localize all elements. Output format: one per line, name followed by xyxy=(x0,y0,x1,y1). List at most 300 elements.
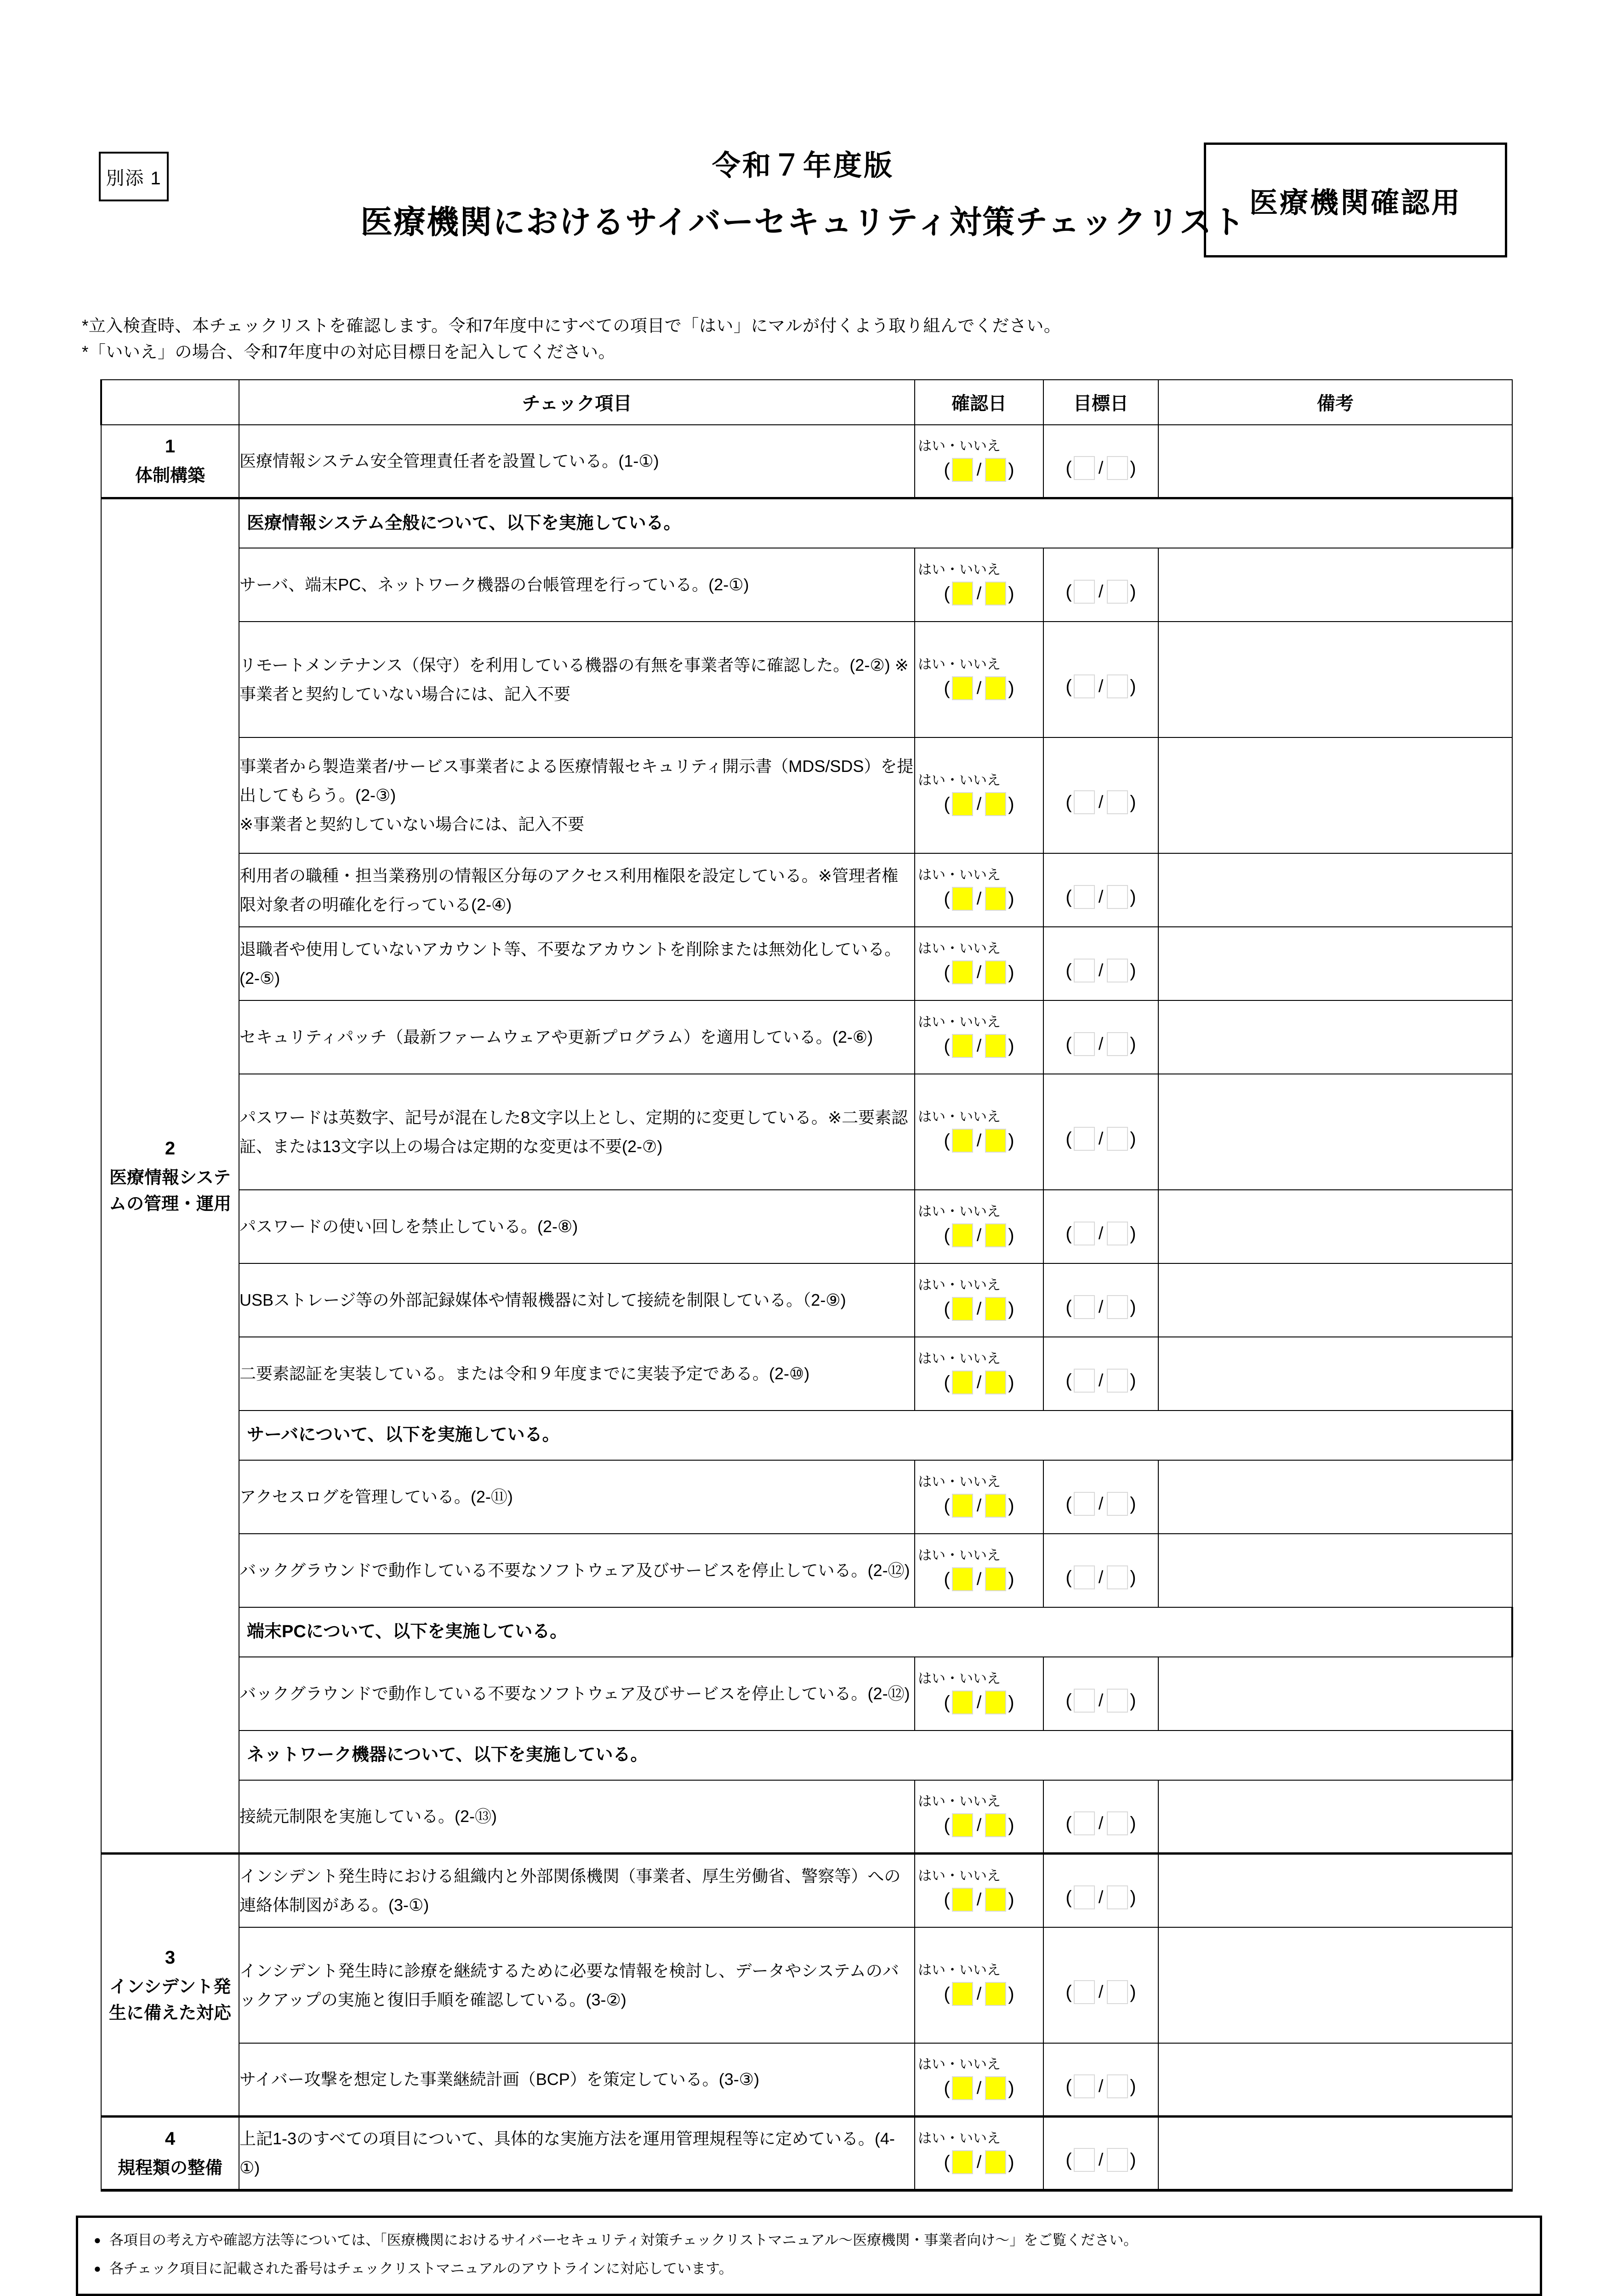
month-input-box[interactable] xyxy=(1074,1032,1095,1056)
month-input-box[interactable] xyxy=(952,2150,973,2174)
remarks-cell[interactable] xyxy=(1158,853,1512,927)
usage-stamp-box xyxy=(1204,143,1507,257)
month-input-box[interactable] xyxy=(952,1371,973,1394)
remarks-cell[interactable] xyxy=(1158,622,1512,737)
open-paren: ( xyxy=(1065,960,1072,981)
confirm-date-cell[interactable] xyxy=(915,622,1043,737)
month-input-box[interactable] xyxy=(952,458,973,482)
date-entry[interactable] xyxy=(915,675,1043,702)
close-paren: ) xyxy=(1008,1036,1014,1057)
day-input-box[interactable] xyxy=(1107,580,1128,604)
month-input-box[interactable] xyxy=(952,1129,973,1153)
target-date-cell[interactable] xyxy=(1043,1190,1158,1263)
check-item-text: 二要素認証を実装している。または令和９年度までに実装予定である。(2-⑩) xyxy=(239,1337,915,1411)
open-paren: ( xyxy=(944,1889,950,1910)
remarks-cell[interactable] xyxy=(1158,1534,1512,1607)
date-entry[interactable] xyxy=(915,2075,1043,2102)
month-input-box[interactable] xyxy=(952,1034,973,1058)
open-paren: ( xyxy=(1065,1887,1072,1908)
date-separator: / xyxy=(976,794,982,814)
usage-stamp-label: 医療機関確認用 xyxy=(1249,187,1462,219)
section-subheading: ネットワーク機器について、以下を実施している。 xyxy=(239,1731,1512,1780)
table-row xyxy=(101,1190,1512,1263)
date-entry[interactable] xyxy=(915,580,1043,607)
remarks-cell[interactable] xyxy=(1158,1460,1512,1534)
checklist-table-wrap xyxy=(100,379,1511,2192)
month-input-box[interactable] xyxy=(952,582,973,605)
close-paren: ) xyxy=(1130,960,1136,981)
day-input-box[interactable] xyxy=(1107,1565,1128,1589)
check-item-text: 接続元制限を実施している。(2-⑬) xyxy=(239,1780,915,1854)
day-input-box[interactable] xyxy=(1107,1222,1128,1245)
date-entry[interactable] xyxy=(915,791,1043,817)
remarks-cell[interactable] xyxy=(1158,425,1512,498)
yes-no-label[interactable]: はい・いいえ xyxy=(918,1351,1001,1367)
check-item-text: パスワードの使い回しを禁止している。(2-⑧) xyxy=(239,1190,915,1263)
yes-no-label[interactable]: はい・いいえ xyxy=(918,773,1001,788)
category-cell xyxy=(101,425,239,498)
day-input-box[interactable] xyxy=(985,676,1006,700)
day-input-box[interactable] xyxy=(985,1691,1006,1714)
date-entry[interactable] xyxy=(915,457,1043,483)
remarks-cell[interactable] xyxy=(1158,2043,1512,2117)
day-input-box[interactable] xyxy=(985,1034,1006,1058)
category-name: 体制構築 xyxy=(135,466,205,486)
date-entry[interactable] xyxy=(1044,455,1158,481)
date-separator: / xyxy=(1098,1813,1104,1833)
open-paren: ( xyxy=(1065,1223,1072,1244)
category-number: 3 xyxy=(165,1947,176,1968)
month-input-box[interactable] xyxy=(952,1888,973,1912)
close-paren: ) xyxy=(1008,889,1014,909)
table-row xyxy=(101,1074,1512,1190)
target-date-cell[interactable] xyxy=(1043,1534,1158,1607)
month-input-box[interactable] xyxy=(1074,790,1095,814)
month-input-box[interactable] xyxy=(952,1297,973,1321)
target-date-cell[interactable] xyxy=(1043,737,1158,853)
close-paren: ) xyxy=(1008,678,1014,699)
date-entry[interactable] xyxy=(1044,1367,1158,1394)
open-paren: ( xyxy=(1065,1813,1072,1833)
day-input-box[interactable] xyxy=(985,1888,1006,1912)
date-separator: / xyxy=(976,584,982,604)
month-input-box[interactable] xyxy=(1074,580,1095,604)
date-entry[interactable] xyxy=(915,1566,1043,1593)
date-separator: / xyxy=(1098,1034,1104,1054)
month-input-box[interactable] xyxy=(952,1494,973,1518)
table-row xyxy=(101,425,1512,498)
date-entry[interactable] xyxy=(915,1886,1043,1913)
open-paren: ( xyxy=(944,1036,950,1057)
target-date-cell[interactable] xyxy=(1043,853,1158,927)
target-date-cell[interactable] xyxy=(1043,1460,1158,1534)
confirm-date-cell[interactable] xyxy=(915,1854,1043,1927)
day-input-box[interactable] xyxy=(985,1297,1006,1321)
date-entry[interactable] xyxy=(1044,1564,1158,1591)
yes-no-label[interactable]: はい・いいえ xyxy=(918,439,1001,454)
month-input-box[interactable] xyxy=(1074,959,1095,982)
section-subheading: 端末PCについて、以下を実施している。 xyxy=(239,1607,1512,1657)
yes-no-label[interactable]: はい・いいえ xyxy=(918,2057,1001,2073)
day-input-box[interactable] xyxy=(985,792,1006,816)
yes-no-label[interactable]: はい・いいえ xyxy=(918,657,1001,673)
open-paren: ( xyxy=(944,678,950,699)
close-paren: ) xyxy=(1130,1493,1136,1514)
table-row xyxy=(101,548,1512,622)
target-date-cell[interactable] xyxy=(1043,2043,1158,2117)
day-input-box[interactable] xyxy=(1107,2148,1128,2172)
date-entry[interactable] xyxy=(915,1981,1043,2007)
open-paren: ( xyxy=(1065,1690,1072,1711)
day-input-box[interactable] xyxy=(985,2076,1006,2100)
day-input-box[interactable] xyxy=(985,2150,1006,2174)
date-entry[interactable] xyxy=(1044,2073,1158,2100)
close-paren: ) xyxy=(1130,886,1136,907)
date-entry[interactable] xyxy=(1044,2147,1158,2173)
table-row xyxy=(101,1263,1512,1337)
checklist-table-body xyxy=(101,425,1512,2190)
day-input-box[interactable] xyxy=(1107,674,1128,698)
yes-no-label[interactable]: はい・いいえ xyxy=(918,1474,1001,1490)
checklist-table xyxy=(100,379,1513,2192)
footer-note-1 xyxy=(94,2230,1524,2251)
confirm-date-cell[interactable] xyxy=(915,1460,1043,1534)
day-input-box[interactable] xyxy=(985,582,1006,605)
open-paren: ( xyxy=(1065,1034,1072,1054)
open-paren: ( xyxy=(944,460,950,480)
instruction-note-2: *「いいえ」の場合、令和7年度中の対応目標日を記入してください。 xyxy=(82,343,615,362)
date-separator: / xyxy=(976,889,982,909)
day-input-box[interactable] xyxy=(1107,959,1128,982)
remarks-cell[interactable] xyxy=(1158,1780,1512,1854)
date-entry[interactable] xyxy=(915,1127,1043,1154)
yes-no-label[interactable]: はい・いいえ xyxy=(918,941,1001,957)
confirm-date-cell[interactable] xyxy=(915,1780,1043,1854)
month-input-box[interactable] xyxy=(952,1567,973,1591)
open-paren: ( xyxy=(944,1984,950,2005)
open-paren: ( xyxy=(1065,1982,1072,2002)
yes-no-label[interactable]: はい・いいえ xyxy=(918,1015,1001,1030)
open-paren: ( xyxy=(944,962,950,983)
yes-no-label[interactable]: はい・いいえ xyxy=(918,1868,1001,1884)
close-paren: ) xyxy=(1130,1982,1136,2002)
check-item-text: バックグラウンドで動作している不要なソフトウェア及びサービスを停止している。(2-⑫) xyxy=(239,1657,915,1731)
confirm-date-cell[interactable] xyxy=(915,1657,1043,1731)
date-separator: / xyxy=(976,1373,982,1393)
day-input-box[interactable] xyxy=(985,887,1006,911)
yes-no-label[interactable]: はい・いいえ xyxy=(918,2130,1001,2146)
table-row xyxy=(101,1927,1512,2043)
table-row xyxy=(101,1000,1512,1074)
remarks-cell[interactable] xyxy=(1158,1337,1512,1411)
date-entry[interactable] xyxy=(1044,1294,1158,1320)
date-entry[interactable] xyxy=(1044,1125,1158,1152)
table-row xyxy=(101,498,1512,548)
confirm-date-cell[interactable] xyxy=(915,1263,1043,1337)
date-separator: / xyxy=(1098,960,1104,980)
open-paren: ( xyxy=(1065,581,1072,602)
day-input-box[interactable] xyxy=(985,1223,1006,1247)
target-date-cell[interactable] xyxy=(1043,1263,1158,1337)
close-paren: ) xyxy=(1008,583,1014,604)
day-input-box[interactable] xyxy=(1107,1295,1128,1319)
date-entry[interactable] xyxy=(915,1812,1043,1839)
month-input-box[interactable] xyxy=(1074,1689,1095,1713)
open-paren: ( xyxy=(1065,2150,1072,2170)
day-input-box[interactable] xyxy=(1107,1369,1128,1393)
confirm-date-cell[interactable] xyxy=(915,927,1043,1000)
check-item-text: USBストレージ等の外部記録媒体や情報機器に対して接続を制限している。（2-⑨) xyxy=(239,1263,915,1337)
date-separator: / xyxy=(976,679,982,698)
date-entry[interactable] xyxy=(1044,673,1158,700)
date-entry[interactable] xyxy=(915,2149,1043,2176)
day-input-box[interactable] xyxy=(985,960,1006,984)
date-separator: / xyxy=(1098,1494,1104,1514)
remarks-cell[interactable] xyxy=(1158,2117,1512,2190)
month-input-box[interactable] xyxy=(1074,456,1095,480)
yes-no-label[interactable]: はい・いいえ xyxy=(918,1109,1001,1125)
open-paren: ( xyxy=(1065,886,1072,907)
day-input-box[interactable] xyxy=(1107,1492,1128,1516)
month-input-box[interactable] xyxy=(1074,2148,1095,2172)
remarks-cell[interactable] xyxy=(1158,1854,1512,1927)
date-separator: / xyxy=(1098,1567,1104,1587)
month-input-box[interactable] xyxy=(952,960,973,984)
date-entry[interactable] xyxy=(1044,1031,1158,1057)
date-entry[interactable] xyxy=(915,1492,1043,1519)
date-separator: / xyxy=(1098,1297,1104,1317)
confirm-date-cell[interactable] xyxy=(915,1534,1043,1607)
day-input-box[interactable] xyxy=(1107,1127,1128,1151)
month-input-box[interactable] xyxy=(952,2076,973,2100)
close-paren: ) xyxy=(1130,792,1136,812)
date-separator: / xyxy=(1098,1223,1104,1243)
day-input-box[interactable] xyxy=(1107,2074,1128,2098)
month-input-box[interactable] xyxy=(1074,1811,1095,1835)
day-input-box[interactable] xyxy=(1107,1885,1128,1909)
target-date-cell[interactable] xyxy=(1043,1927,1158,2043)
remarks-cell[interactable] xyxy=(1158,737,1512,853)
date-entry[interactable] xyxy=(915,1369,1043,1396)
close-paren: ) xyxy=(1008,1372,1014,1393)
target-date-cell[interactable] xyxy=(1043,1337,1158,1411)
date-entry[interactable] xyxy=(915,959,1043,986)
target-date-cell[interactable] xyxy=(1043,2117,1158,2190)
day-input-box[interactable] xyxy=(985,1982,1006,2006)
target-date-cell[interactable] xyxy=(1043,548,1158,622)
close-paren: ) xyxy=(1008,1225,1014,1246)
check-item-text: 上記1-3のすべての項目について、具体的な実施方法を運用管理規程等に定めている。(4-①) xyxy=(239,2117,915,2190)
table-row xyxy=(101,2117,1512,2190)
remarks-cell[interactable] xyxy=(1158,1190,1512,1263)
yes-no-label[interactable]: はい・いいえ xyxy=(918,1278,1001,1293)
table-row xyxy=(101,1534,1512,1607)
page-title-year: 令和７年度版 xyxy=(712,150,894,182)
date-entry[interactable] xyxy=(1044,578,1158,605)
category-number: 2 xyxy=(165,1138,176,1159)
month-input-box[interactable] xyxy=(952,1982,973,2006)
yes-no-label[interactable]: はい・いいえ xyxy=(918,1794,1001,1810)
close-paren: ) xyxy=(1130,1296,1136,1317)
date-entry[interactable] xyxy=(1044,1220,1158,1247)
day-input-box[interactable] xyxy=(1107,456,1128,480)
target-date-cell[interactable] xyxy=(1043,1657,1158,1731)
remarks-cell[interactable] xyxy=(1158,1263,1512,1337)
date-entry[interactable] xyxy=(915,1222,1043,1249)
open-paren: ( xyxy=(1065,792,1072,812)
date-entry[interactable] xyxy=(1044,1491,1158,1517)
yes-no-label[interactable]: はい・いいえ xyxy=(918,1548,1001,1564)
date-entry[interactable] xyxy=(1044,957,1158,984)
date-entry[interactable] xyxy=(1044,1810,1158,1837)
col-header-target-date: 目標日 xyxy=(1043,380,1158,425)
day-input-box[interactable] xyxy=(985,1813,1006,1837)
month-input-box[interactable] xyxy=(952,1813,973,1837)
month-input-box[interactable] xyxy=(1074,1980,1095,2004)
yes-no-label[interactable]: はい・いいえ xyxy=(918,1204,1001,1220)
day-input-box[interactable] xyxy=(985,1567,1006,1591)
confirm-date-cell[interactable] xyxy=(915,548,1043,622)
target-date-cell[interactable] xyxy=(1043,1780,1158,1854)
month-input-box[interactable] xyxy=(1074,1369,1095,1393)
open-paren: ( xyxy=(944,1299,950,1319)
date-entry[interactable] xyxy=(1044,1884,1158,1911)
date-separator: / xyxy=(1098,676,1104,696)
table-row xyxy=(101,2043,1512,2117)
day-input-box[interactable] xyxy=(1107,885,1128,909)
confirm-date-cell[interactable] xyxy=(915,1337,1043,1411)
open-paren: ( xyxy=(1065,1493,1072,1514)
open-paren: ( xyxy=(1065,457,1072,478)
target-date-cell[interactable] xyxy=(1043,1000,1158,1074)
open-paren: ( xyxy=(944,583,950,604)
date-separator: / xyxy=(976,2079,982,2098)
confirm-date-cell[interactable] xyxy=(915,2043,1043,2117)
month-input-box[interactable] xyxy=(1074,1127,1095,1151)
remarks-cell[interactable] xyxy=(1158,1927,1512,2043)
target-date-cell[interactable] xyxy=(1043,927,1158,1000)
month-input-box[interactable] xyxy=(1074,1885,1095,1909)
check-item-text: パスワードは英数字、記号が混在した8文字以上とし、定期的に変更している。※二要素認証、または13文字以上の場合は定期的な変更は不要(2-⑦) xyxy=(239,1074,915,1190)
day-input-box[interactable] xyxy=(1107,1032,1128,1056)
target-date-cell[interactable] xyxy=(1043,1854,1158,1927)
open-paren: ( xyxy=(944,1569,950,1590)
close-paren: ) xyxy=(1008,794,1014,815)
day-input-box[interactable] xyxy=(1107,1980,1128,2004)
remarks-cell[interactable] xyxy=(1158,548,1512,622)
date-entry[interactable] xyxy=(915,1033,1043,1059)
date-separator: / xyxy=(1098,1888,1104,1908)
yes-no-label[interactable]: はい・いいえ xyxy=(918,1671,1001,1687)
close-paren: ) xyxy=(1130,1813,1136,1833)
close-paren: ) xyxy=(1130,1034,1136,1054)
month-input-box[interactable] xyxy=(1074,674,1095,698)
day-input-box[interactable] xyxy=(1107,790,1128,814)
category-cell xyxy=(101,498,239,1854)
yes-no-label[interactable]: はい・いいえ xyxy=(918,562,1001,578)
open-paren: ( xyxy=(944,1692,950,1713)
remarks-cell[interactable] xyxy=(1158,1657,1512,1731)
remarks-cell[interactable] xyxy=(1158,927,1512,1000)
table-row xyxy=(101,622,1512,737)
date-entry[interactable] xyxy=(1044,1979,1158,2005)
check-item-text: 利用者の職種・担当業務別の情報区分毎のアクセス利用権限を設定している。※管理者権限対象者の明確化を行っている(2-④) xyxy=(239,853,915,927)
remarks-cell[interactable] xyxy=(1158,1000,1512,1074)
category-name: インシデント発生に備えた対応 xyxy=(108,1977,231,2023)
date-entry[interactable] xyxy=(1044,884,1158,910)
month-input-box[interactable] xyxy=(1074,1222,1095,1245)
day-input-box[interactable] xyxy=(1107,1689,1128,1713)
day-input-box[interactable] xyxy=(1107,1811,1128,1835)
target-date-cell[interactable] xyxy=(1043,425,1158,498)
open-paren: ( xyxy=(1065,1567,1072,1588)
confirm-date-cell[interactable] xyxy=(915,2117,1043,2190)
footer-note-2 xyxy=(94,2258,1524,2280)
close-paren: ) xyxy=(1008,2078,1014,2099)
category-name: 規程類の整備 xyxy=(117,2158,222,2178)
table-row xyxy=(101,1337,1512,1411)
month-input-box[interactable] xyxy=(952,1223,973,1247)
confirm-date-cell[interactable] xyxy=(915,737,1043,853)
table-header-row xyxy=(101,380,1512,425)
check-item-text: 医療情報システム安全管理責任者を設置している。(1-①) xyxy=(239,425,915,498)
table-row xyxy=(101,927,1512,1000)
date-separator: / xyxy=(976,2152,982,2172)
month-input-box[interactable] xyxy=(1074,885,1095,909)
close-paren: ) xyxy=(1130,2150,1136,2170)
confirm-date-cell[interactable] xyxy=(915,853,1043,927)
day-input-box[interactable] xyxy=(985,458,1006,482)
date-entry[interactable] xyxy=(915,1296,1043,1322)
month-input-box[interactable] xyxy=(1074,1295,1095,1319)
day-input-box[interactable] xyxy=(985,1129,1006,1153)
date-entry[interactable] xyxy=(915,885,1043,912)
month-input-box[interactable] xyxy=(1074,2074,1095,2098)
table-row xyxy=(101,1411,1512,1460)
month-input-box[interactable] xyxy=(952,1691,973,1714)
month-input-box[interactable] xyxy=(952,887,973,911)
check-item-text: 退職者や使用していないアカウント等、不要なアカウントを削除または無効化している。(2-⑤) xyxy=(239,927,915,1000)
day-input-box[interactable] xyxy=(985,1494,1006,1518)
footer-note-1-text: 各項目の考え方や確認方法等については、「医療機関におけるサイバーセキュリティ対策チェックリストマニュアル～医療機関・事業者向け～」をご覧ください。 xyxy=(109,2232,1138,2248)
month-input-box[interactable] xyxy=(1074,1492,1095,1516)
yes-no-label[interactable]: はい・いいえ xyxy=(918,1963,1001,1978)
check-item-text: サイバー攻撃を想定した事業継続計画（BCP）を策定している。(3-③) xyxy=(239,2043,915,2117)
table-row xyxy=(101,1657,1512,1731)
confirm-date-cell[interactable] xyxy=(915,1190,1043,1263)
close-paren: ) xyxy=(1008,1131,1014,1151)
month-input-box[interactable] xyxy=(952,676,973,700)
day-input-box[interactable] xyxy=(985,1371,1006,1394)
confirm-date-cell[interactable] xyxy=(915,425,1043,498)
date-separator: / xyxy=(1098,1982,1104,2002)
date-entry[interactable] xyxy=(1044,789,1158,816)
remarks-cell[interactable] xyxy=(1158,1074,1512,1190)
section-subheading: 医療情報システム全般について、以下を実施している。 xyxy=(239,498,1512,548)
date-separator: / xyxy=(976,1890,982,1909)
date-entry[interactable] xyxy=(1044,1687,1158,1714)
target-date-cell[interactable] xyxy=(1043,1074,1158,1190)
date-entry[interactable] xyxy=(915,1689,1043,1716)
month-input-box[interactable] xyxy=(1074,1565,1095,1589)
close-paren: ) xyxy=(1130,1128,1136,1149)
month-input-box[interactable] xyxy=(952,792,973,816)
confirm-date-cell[interactable] xyxy=(915,1927,1043,2043)
target-date-cell[interactable] xyxy=(1043,622,1158,737)
confirm-date-cell[interactable] xyxy=(915,1000,1043,1074)
confirm-date-cell[interactable] xyxy=(915,1074,1043,1190)
yes-no-label[interactable]: はい・いいえ xyxy=(918,868,1001,883)
